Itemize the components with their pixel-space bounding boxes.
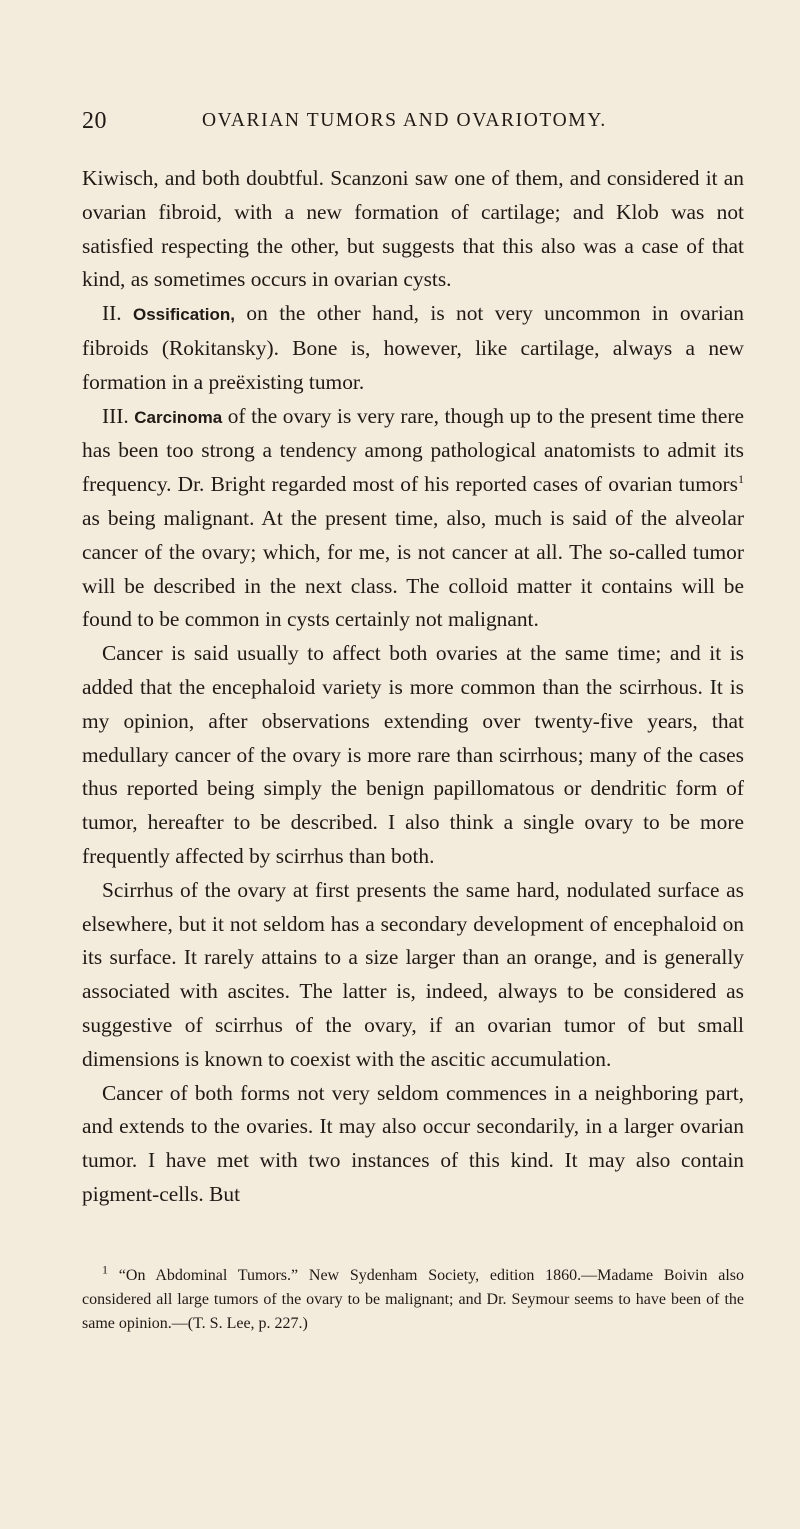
paragraph-text: Cancer is said usually to affect both ovaries at the same time; and it is added that the encephaloid variety is more common than the scirrhous. It is my opinion, after observations extending over twenty-five years, that medullary cancer of the ovary is more rare than scirrhous; many of the cases thus reported being simply the benign papillomatous or dendritic form of tumor, hereafter to be described. I also think a single ovary to be more frequently affected by scirrhus than both. xyxy=(82,641,744,868)
paragraph xyxy=(82,637,744,874)
section-numeral: II. xyxy=(102,301,122,326)
paragraph-text: on the other hand, is not very uncommon in ovarian fibroids (Rokitansky). Bone is, however, like cartilage, always a new formation in a preëxisting tumor. xyxy=(82,301,744,394)
page-header xyxy=(82,108,742,138)
footnote-reference: 1 xyxy=(738,472,744,487)
paragraph-text: Cancer of both forms not very seldom commences in a neighboring part, and extends to the ovaries. It may also occur secondarily, in a larger ovarian tumor. I have met with two instances of this kind. It may also contain pigment-cells. But xyxy=(82,1080,744,1206)
footnote-mark: 1 xyxy=(102,1262,108,1277)
page-number: 20 xyxy=(82,108,107,134)
paragraph-ossification xyxy=(82,297,744,399)
footnotes xyxy=(82,1264,744,1336)
section-heading: Ossification, xyxy=(133,305,236,325)
paragraph-carcinoma xyxy=(82,400,744,638)
paragraph-text: as being malignant. At the present time, also, much is said of the alveolar cancer of the ovary; which, for me, is not cancer at all. The so-called tumor will be described in the next class. The colloid matter it contains will be found to be common in cysts certainly not malignant. xyxy=(82,505,744,632)
paragraph-text: Kiwisch, and both doubtful. Scanzoni saw one of them, and considered it an ovarian fibroid, with a new formation of cartilage; and Klob was not satisfied respecting the other, but suggests that this also was a case of that kind, as sometimes occurs in ovarian cysts. xyxy=(82,166,744,292)
paragraph xyxy=(82,1077,744,1212)
section-heading: Carcinoma xyxy=(134,407,223,427)
footnote xyxy=(82,1264,744,1336)
running-head: OVARIAN TUMORS AND OVARIOTOMY. xyxy=(202,110,607,131)
paragraph-text: of the ovary is very rare, though up to the present time there has been too strong a tendency among pathological anatomists to admit its frequency. Dr. Bright regarded most of his reported cases of ovarian tumors xyxy=(82,403,744,497)
paragraph xyxy=(82,874,744,1077)
paragraph-text: Scirrhus of the ovary at first presents the same hard, nodulated surface as elsewhere, but it not seldom has a secondary development of encephaloid on its surface. It rarely attains to a size larger than an orange, and is generally associated with ascites. The latter is, indeed, always to be considered as suggestive of scirrhus of the ovary, if an ovarian tumor of but small dimensions is known to coexist with the ascitic accumulation. xyxy=(82,877,744,1071)
body-text xyxy=(82,162,744,1212)
paragraph xyxy=(82,162,744,297)
section-numeral: III. xyxy=(102,403,129,428)
footnote-text: “On Abdominal Tumors.” New Sydenham Society, edition 1860.—Madame Boivin also considered all large tumors of the ovary to be malignant; and Dr. Seymour seems to have been of the same opinion.—(T. S. Lee, p. 227.) xyxy=(82,1267,745,1332)
